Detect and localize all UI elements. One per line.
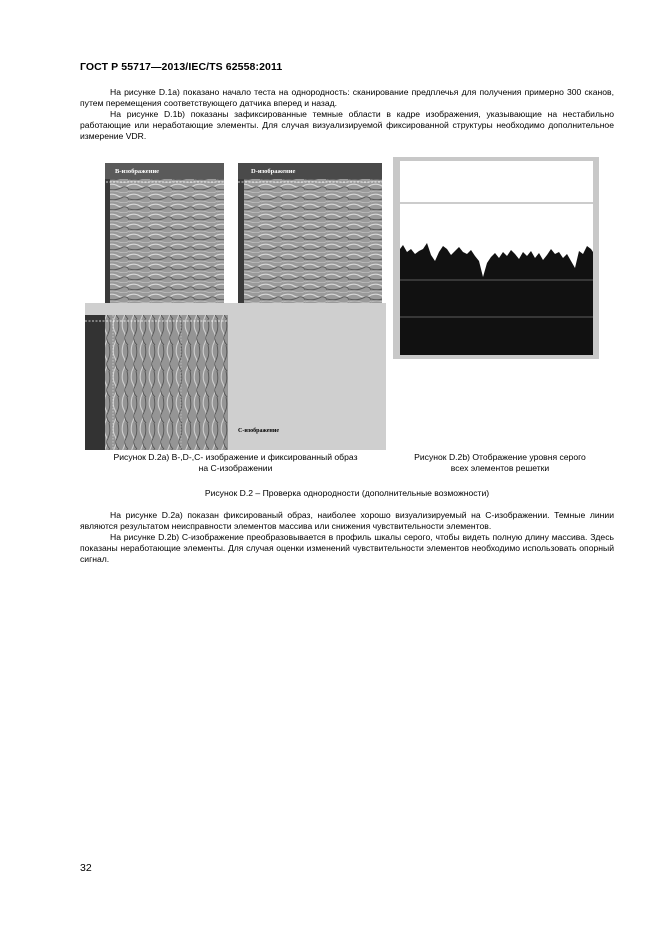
figure-d2b-caption-line-1: Рисунок D.2b) Отображение уровня серого [414,452,586,462]
body-text [80,510,614,565]
c-image-label: C-изображение [238,428,280,434]
page-number: 32 [80,862,92,874]
figure-d2a [85,163,386,450]
intro-paragraph-2: На рисунке D.1b) показаны зафиксированные темные области в кадре изображения, указывающие на нестабильно работающие или неработающие элементы. Для случая визуализируемой фиксированной структуры необходимо дополнительное измерение VDR. [80,109,614,141]
gray-profile-fill [400,243,593,355]
intro-text [80,87,614,142]
d-image-label: D-изображение [251,168,296,175]
gray-level-profile [393,157,599,359]
intro-paragraph-1: На рисунке D.1a) показано начало теста на однородность: сканирование предплечья для получения примерно 300 сканов, путем перемещения соответствующего датчика вперед и назад. [80,87,614,108]
figure-d2b [393,157,599,359]
b-image-label: B-изображение [115,168,160,175]
standard-header: ГОСТ Р 55717—2013/IEC/TS 62558:2011 [80,61,283,73]
ultrasound-composite [85,163,386,450]
figure-d2b-caption [396,452,604,474]
figure-d2a-caption [85,452,386,474]
figure-d2b-caption-line-2: всех элементов решетки [450,463,550,473]
figure-d2-caption: Рисунок D.2 – Проверка однородности (дополнительные возможности) [204,488,490,498]
body-paragraph-2: На рисунке D.2b) C-изображение преобразовывается в профиль шкалы серого, чтобы видеть полную длину массива. Здесь показаны неработающие элементы. Для случая оценки изменений чувствительности элементов необходимо использовать опорный сигнал. [80,532,614,564]
body-paragraph-1: На рисунке D.2a) показан фиксированый образ, наиболее хорошо визуализируемый на C-изображении. Темные линии являются результатом неисправности элементов массива или снижения чувствительности элементов. [80,510,614,531]
figure-d2a-caption-line-1: Рисунок D.2a) B-,D-,C- изображение и фиксированный образ [113,452,358,462]
figure-d2a-caption-line-2: на C-изображении [198,463,273,473]
